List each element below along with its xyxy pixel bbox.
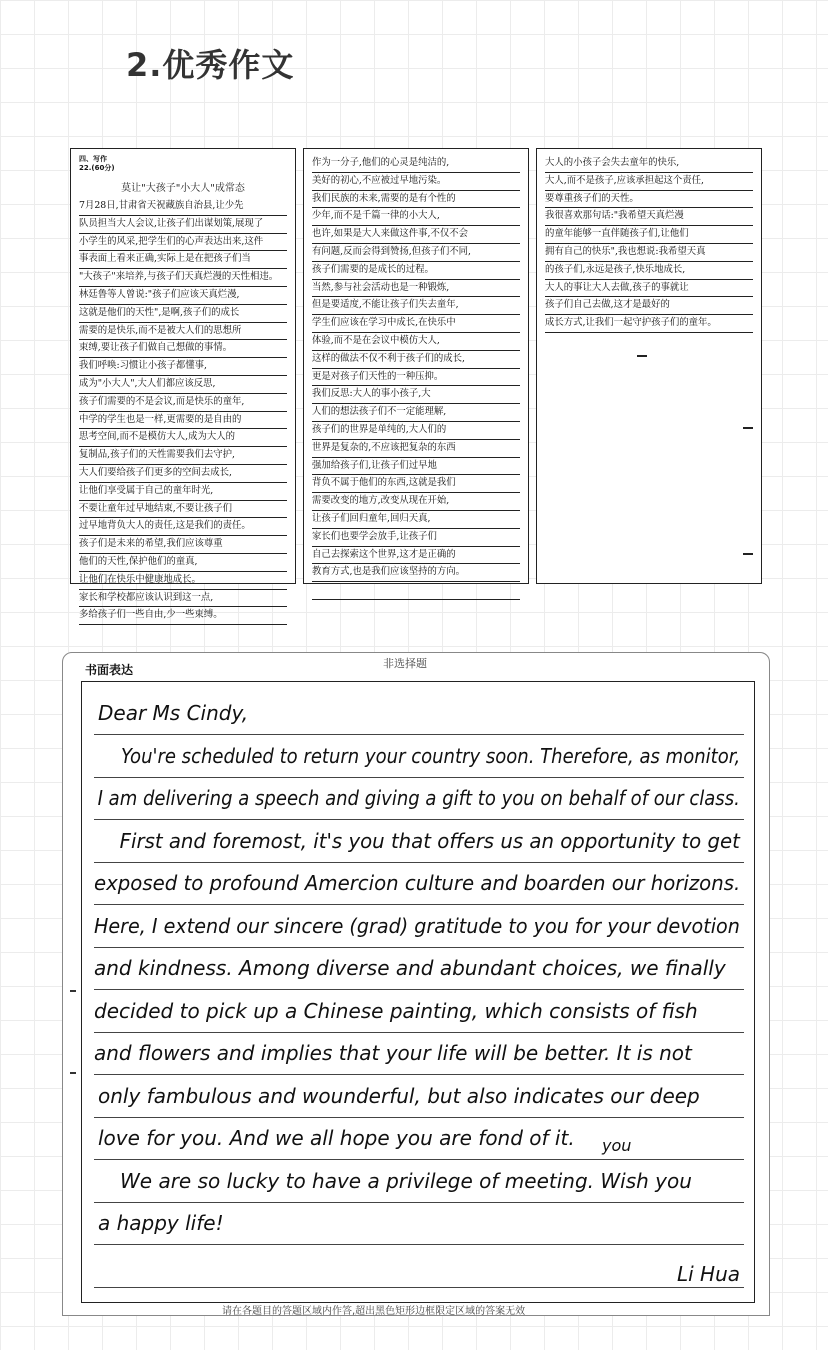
essay-line: 成长方式,让我们一起守护孩子们的童年。: [545, 315, 753, 333]
essay-line: 家长和学校都应该认识到这一点,: [79, 590, 287, 608]
handwritten-text: Here, I extend our sincere (grad) gratitude to you for your devotion: [94, 913, 740, 938]
essay-line: 孩子们需要的不是会议,而是快乐的童年,: [79, 394, 287, 412]
handwritten-text: You're scheduled to return your country soon. Therefore, as monitor,: [121, 743, 741, 768]
essay-line: 束缚,要让孩子们做自己想做的事情。: [79, 340, 287, 358]
blank-mark: [637, 355, 647, 357]
essay-line: 这样的做法不仅不利于孩子们的成长,: [312, 351, 520, 369]
essay-line: 背负不属于他们的东西,这就是我们: [312, 475, 520, 493]
essay-line: 大人的事让大人去做,孩子的事就让: [545, 280, 753, 298]
margin-mark: [70, 990, 76, 992]
chinese-essay-scans: [66, 138, 798, 621]
essay-line: 大人,而不是孩子,应该承担起这个责任,: [545, 173, 753, 191]
essay-panel-2: [303, 148, 529, 584]
essay-panel-1: [70, 148, 296, 621]
handwritten-text: Dear Ms Cindy,: [98, 701, 249, 725]
essay-line: 我们反思:大人的事小孩子,大: [312, 386, 520, 404]
handwritten-text: I am delivering a speech and giving a gift to you on behalf of our class.: [97, 786, 740, 810]
essay-line: 作为一分子,他们的心灵是纯洁的,: [312, 155, 520, 173]
essay-title: 莫让"大孩子"小大人"成常态: [121, 183, 245, 194]
essay-line: 让孩子们回归童年,回归天真,: [312, 511, 520, 529]
essay-line: 自己去探索这个世界,这才是正确的: [312, 547, 520, 565]
answer-box: [81, 681, 755, 1303]
essay-line: 的孩子们,永远是孩子,快乐地成长,: [545, 262, 753, 280]
essay-text-block: [312, 155, 520, 600]
essay-line: 我很喜欢那句话:"我希望天真烂漫: [545, 208, 753, 226]
essay-line: 有问题,反而会得到赞扬,但孩子们不同,: [312, 244, 520, 262]
essay-line: 需要改变的地方,改变从现在开始,: [312, 493, 520, 511]
essay-line: 思考空间,而不是模仿大人,成为大人的: [79, 429, 287, 447]
essay-line: [94, 1117, 744, 1160]
essay-line: 强加给孩子们,让孩子们过早地: [312, 458, 520, 476]
essay-panel-3: [536, 148, 762, 584]
essay-line: 人们的想法孩子们不一定能理解,: [312, 404, 520, 422]
essay-line: [94, 1160, 744, 1203]
handwritten-text: and kindness. Among diverse and abundant choices, we finally: [94, 956, 726, 980]
essay-line: [94, 777, 744, 820]
essay-line: 7月28日,甘肃省天祝藏族自治县,让少先: [79, 198, 287, 216]
handwritten-text: only fambulous and wounderful, but also indicates our deep: [98, 1083, 700, 1108]
essay-text-block: [79, 198, 287, 625]
essay-line: 大人的小孩子会失去童年的快乐,: [545, 155, 753, 173]
essay-line: 让他们享受属于自己的童年时光,: [79, 483, 287, 501]
section-label: 四、写作: [79, 155, 107, 163]
essay-line: 孩子们是未来的希望,我们应该尊重: [79, 536, 287, 554]
essay-line: 成为"小大人",大人们都应该反思,: [79, 376, 287, 394]
essay-line: 但是要适度,不能让孩子们失去童年,: [312, 297, 520, 315]
handwritten-text: decided to pick up a Chinese painting, which consists of fish: [94, 998, 698, 1023]
essay-line: 的童年能够一直伴随孩子们,让他们: [545, 226, 753, 244]
section-label: 书面表达: [85, 663, 134, 677]
essay-line: [94, 990, 744, 1033]
sheet-caption: 非选择题: [383, 657, 427, 670]
essay-line: 需要的是快乐,而不是被大人们的思想所: [79, 323, 287, 341]
essay-line: 拥有自己的快乐",我也想说:我希望天真: [545, 244, 753, 262]
essay-line: 家长们也要学会放手,让孩子们: [312, 529, 520, 547]
essay-line: 他们的天性,保护他们的童真,: [79, 554, 287, 572]
essay-line: 孩子们的世界是单纯的,大人们的: [312, 422, 520, 440]
english-answer-sheet: [62, 652, 770, 1316]
essay-line: [94, 1032, 744, 1075]
essay-line: 我们呼唤:习惯让小孩子都懂事,: [79, 358, 287, 376]
essay-line: 小学生的风采,把学生们的心声表达出来,这件: [79, 234, 287, 252]
essay-line: 更是对孩子们天性的一种压抑。: [312, 369, 520, 387]
essay-line: 世界是复杂的,不应该把复杂的东西: [312, 440, 520, 458]
essay-line: 少年,而不是千篇一律的小大人,: [312, 208, 520, 226]
essay-line: 林廷鲁等人曾说:"孩子们应该天真烂漫,: [79, 287, 287, 305]
essay-line: 我们民族的未来,需要的是有个性的: [312, 191, 520, 209]
essay-line: [94, 1202, 744, 1245]
essay-line: 孩子们需要的是成长的过程。: [312, 262, 520, 280]
essay-line: 事表面上看来正确,实际上是在把孩子们当: [79, 251, 287, 269]
essay-line: 让他们在快乐中健康地成长。: [79, 572, 287, 590]
essay-line: 也许,如果是大人来做这件事,不仅不会: [312, 226, 520, 244]
essay-line: [94, 1075, 744, 1118]
blank-mark: [743, 427, 753, 429]
signature: Li Hua: [676, 1262, 740, 1286]
handwritten-text: We are so lucky to have a privilege of meeting. Wish you: [120, 1168, 692, 1193]
handwritten-correction: you: [602, 1136, 632, 1155]
essay-line: 这就是他们的天性",是啊,孩子们的成长: [79, 305, 287, 323]
handwritten-text: love for you. And we all hope you are fond of it.: [98, 1126, 575, 1150]
essay-line: 大人们要给孩子们更多的空间去成长,: [79, 465, 287, 483]
blank-mark: [743, 553, 753, 555]
essay-line: 教育方式,也是我们应该坚持的方向。: [312, 564, 520, 582]
handwritten-text: First and foremost, it's you that offers us an opportunity to get: [119, 828, 740, 853]
essay-line: 当然,参与社会活动也是一种锻炼,: [312, 280, 520, 298]
essay-line: [94, 947, 744, 990]
handwritten-text: a happy life!: [98, 1211, 224, 1235]
essay-line: 体验,而不是在会议中模仿大人,: [312, 333, 520, 351]
question-label: 22.(60分): [79, 164, 115, 172]
essay-line: [312, 582, 520, 600]
handwritten-text: exposed to profound Amercion culture and boarden our horizons.: [94, 871, 741, 895]
essay-line: 多给孩子们一些自由,少一些束缚。: [79, 607, 287, 625]
essay-line: 复制品,孩子们的天性需要我们去守护,: [79, 447, 287, 465]
bottom-note: 请在各题目的答题区域内作答,超出黑色矩形边框限定区域的答案无效: [222, 1306, 526, 1317]
essay-line: 美好的初心,不应被过早地污染。: [312, 173, 520, 191]
essay-line: [94, 862, 744, 905]
handwritten-text: and flowers and implies that your life will be better. It is not: [94, 1041, 692, 1065]
essay-line: "大孩子"来培养,与孩子们天真烂漫的天性相违。: [79, 269, 287, 287]
essay-line: [94, 735, 744, 778]
blank-line: [94, 1245, 744, 1288]
essay-line: 过早地背负大人的责任,这是我们的责任。: [79, 518, 287, 536]
essay-line: [94, 820, 744, 863]
essay-text-block: [545, 155, 753, 333]
essay-line: 队员担当大人会议,让孩子们出谋划策,展现了: [79, 216, 287, 234]
essay-line: 学生们应该在学习中成长,在快乐中: [312, 315, 520, 333]
margin-mark: [70, 1072, 76, 1074]
essay-line: [94, 905, 744, 948]
essay-line: 孩子们自己去做,这才是最好的: [545, 297, 753, 315]
page-heading: 2.优秀作文: [126, 46, 295, 84]
essay-line: 要尊重孩子们的天性。: [545, 191, 753, 209]
essay-line: 不要让童年过早地结束,不要让孩子们: [79, 501, 287, 519]
essay-line: 中学的学生也是一样,更需要的是自由的: [79, 412, 287, 430]
essay-line: [94, 692, 744, 735]
